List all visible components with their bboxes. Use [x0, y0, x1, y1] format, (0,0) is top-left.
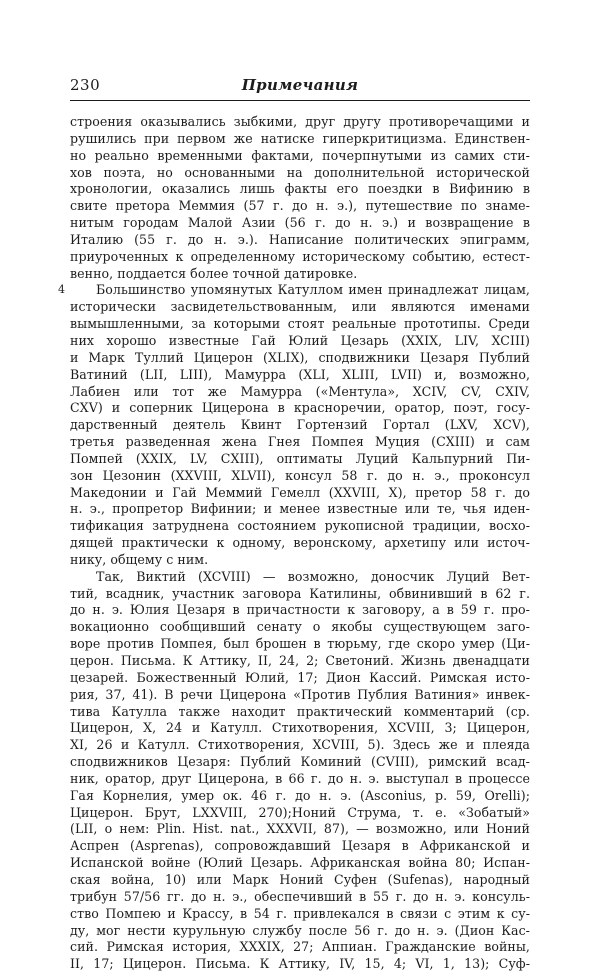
- text-line: Помпей (XXIX, LV, CXIII), оптиматы Луций Кальпурний Пи-: [70, 450, 530, 466]
- text-line: CXV) и соперник Цицерона в красноречии, оратор, поэт, госу-: [70, 400, 530, 416]
- text-line: до н. э. Юлия Цезаря в причастности к заговору, а в 59 г. про-: [70, 602, 530, 618]
- text-line: зон Цезонин (XXVIII, XLVII), консул 58 г. до н. э., проконсул: [70, 467, 530, 483]
- text-line: приуроченных к определенному историческому событию, естест-: [70, 248, 530, 264]
- text-line: хронологии, оказались лишь факты его поездки в Вифинию в: [70, 181, 530, 197]
- text-line: нику, общему с ним.: [70, 551, 209, 567]
- text-line: Македонии и Гай Меммий Гемелл (XXVIII, X), претор 58 г. до: [70, 484, 530, 500]
- text-line: ская война, 10) или Марк Ноний Суфен (Sufenas), народный: [70, 871, 530, 887]
- text-line: Италию (55 г. до н. э.). Написание политических эпиграмм,: [70, 231, 530, 247]
- text-line: Так, Виктий (XCVIII) — возможно, доносчик Луций Вет-: [96, 568, 530, 584]
- text-line: ство Помпею и Крассу, в 54 г. привлекался в связи с этим к су-: [70, 905, 530, 921]
- text-line: дящей практически к одному, веронскому, архетипу или источ-: [70, 535, 530, 551]
- text-line: сподвижников Цезаря: Публий Коминий (CVIII), римский всад-: [70, 754, 530, 770]
- text-line: венно, поддается более точной датировке.: [70, 265, 358, 281]
- text-line: сий. Римская история, XXXIX, 27; Аппиан. Гражданские войны,: [70, 939, 530, 955]
- text-line: тификация затруднена состоянием рукописной традиции, восхо-: [70, 518, 530, 534]
- text-line: них хорошо известные Гай Юлий Цезарь (XXIX, LIV, XCIII): [70, 332, 530, 348]
- text-line: но реально временными фактами, почерпнутыми из самих сти-: [70, 147, 530, 163]
- text-line: свите претора Меммия (57 г. до н. э.), путешествие по знаме-: [70, 198, 530, 214]
- text-line: Аспрен (Asprenas), сопровождавший Цезаря в Африканской и: [70, 838, 530, 854]
- text-line: (LII, о нем: Plin. Hist. nat., XXXVII, 87), — возможно, или Ноний: [70, 821, 530, 837]
- text-line: вымышленными, за которыми стоят реальные прототипы. Среди: [70, 316, 530, 332]
- text-line: трибун 57/56 гг. до н. э., обеспечивший в 55 г. до н. э. консуль-: [70, 888, 530, 904]
- text-line: Ватиний (LII, LIII), Мамурра (XLI, XLIII, LVII) и, возможно,: [70, 366, 530, 382]
- text-line: Лабиен или тот же Мамурра («Ментула», XCIV, CV, CXIV,: [70, 383, 530, 399]
- text-line: Цицерон. Брут, LXXVIII, 270);Ноний Струма, т. е. «Зобатый»: [70, 804, 530, 820]
- running-head: Примечания: [241, 76, 359, 94]
- text-line: ник, оратор, друг Цицерона, в 66 г. до н. э. выступал в процессе: [70, 770, 530, 786]
- text-line: строения оказывались зыбкими, друг другу противоречащими и: [70, 114, 530, 129]
- text-line: тий, всадник, участник заговора Катилины, обвинивший в 62 г.: [70, 585, 530, 601]
- text-line: ду, мог нести курульную службу после 56 г. до н. э. (Дион Кас-: [70, 922, 530, 938]
- text-line: Испанской войне (Юлий Цезарь. Африканская война 80; Испан-: [70, 855, 530, 871]
- page-header: [70, 76, 530, 98]
- body-text: [58, 114, 530, 973]
- text-line: дарственный деятель Квинт Гортензий Гортал (LXV, XCV),: [70, 417, 530, 433]
- text-line: третья разведенная жена Гнея Помпея Муция (CXIII) и сам: [70, 434, 530, 450]
- text-line: II, 17; Цицерон. Письма. К Аттику, IV, 15, 4; VI, 1, 13); Суф-: [70, 956, 530, 972]
- text-line: хов поэта, но основанными на дополнительной исторической: [70, 164, 530, 180]
- text-line: тива Катулла также находит практический комментарий (ср.: [70, 703, 530, 719]
- header-rule: [70, 100, 530, 101]
- text-line: и Марк Туллий Цицерон (XLIX), сподвижники Цезаря Публий: [70, 349, 530, 365]
- text-line: рушились при первом же натиске гиперкритицизма. Единствен-: [70, 130, 530, 146]
- text-line: н. э., пропретор Вифинии; и менее известные или те, чья иден-: [70, 501, 530, 517]
- text-line: Гая Корнелия, умер ок. 46 г. до н. э. (Asconius, p. 59, Orelli);: [70, 787, 530, 803]
- text-line: цезарей. Божественный Юлий, 17; Дион Кассий. Римская исто-: [70, 669, 530, 685]
- text-line: вокационно сообщивший сенату о якобы существующем заго-: [70, 619, 530, 635]
- note-marker: 4: [58, 282, 65, 296]
- page-number: 230: [70, 76, 101, 94]
- text-line: XI, 26 и Катулл. Стихотворения, XCVIII, 5). Здесь же и плеяда: [70, 737, 530, 753]
- text-line: Цицерон, X, 24 и Катулл. Стихотворения, XCVIII, 3; Цицерон,: [70, 720, 530, 736]
- text-line: воре против Помпея, был брошен в тюрьму, где скоро умер (Ци-: [70, 636, 530, 652]
- text-line: Большинство упомянутых Катуллом имен принадлежат лицам,: [96, 282, 530, 298]
- text-line: рия, 37, 41). В речи Цицерона «Против Публия Ватиния» инвек-: [70, 686, 530, 702]
- text-line: нитым городам Малой Азии (56 г. до н. э.) и возвращение в: [70, 215, 530, 231]
- text-line: исторически засвидетельствованным, или являются именами: [70, 299, 530, 315]
- text-line: церон. Письма. К Аттику, II, 24, 2; Светоний. Жизнь двенадцати: [70, 653, 530, 668]
